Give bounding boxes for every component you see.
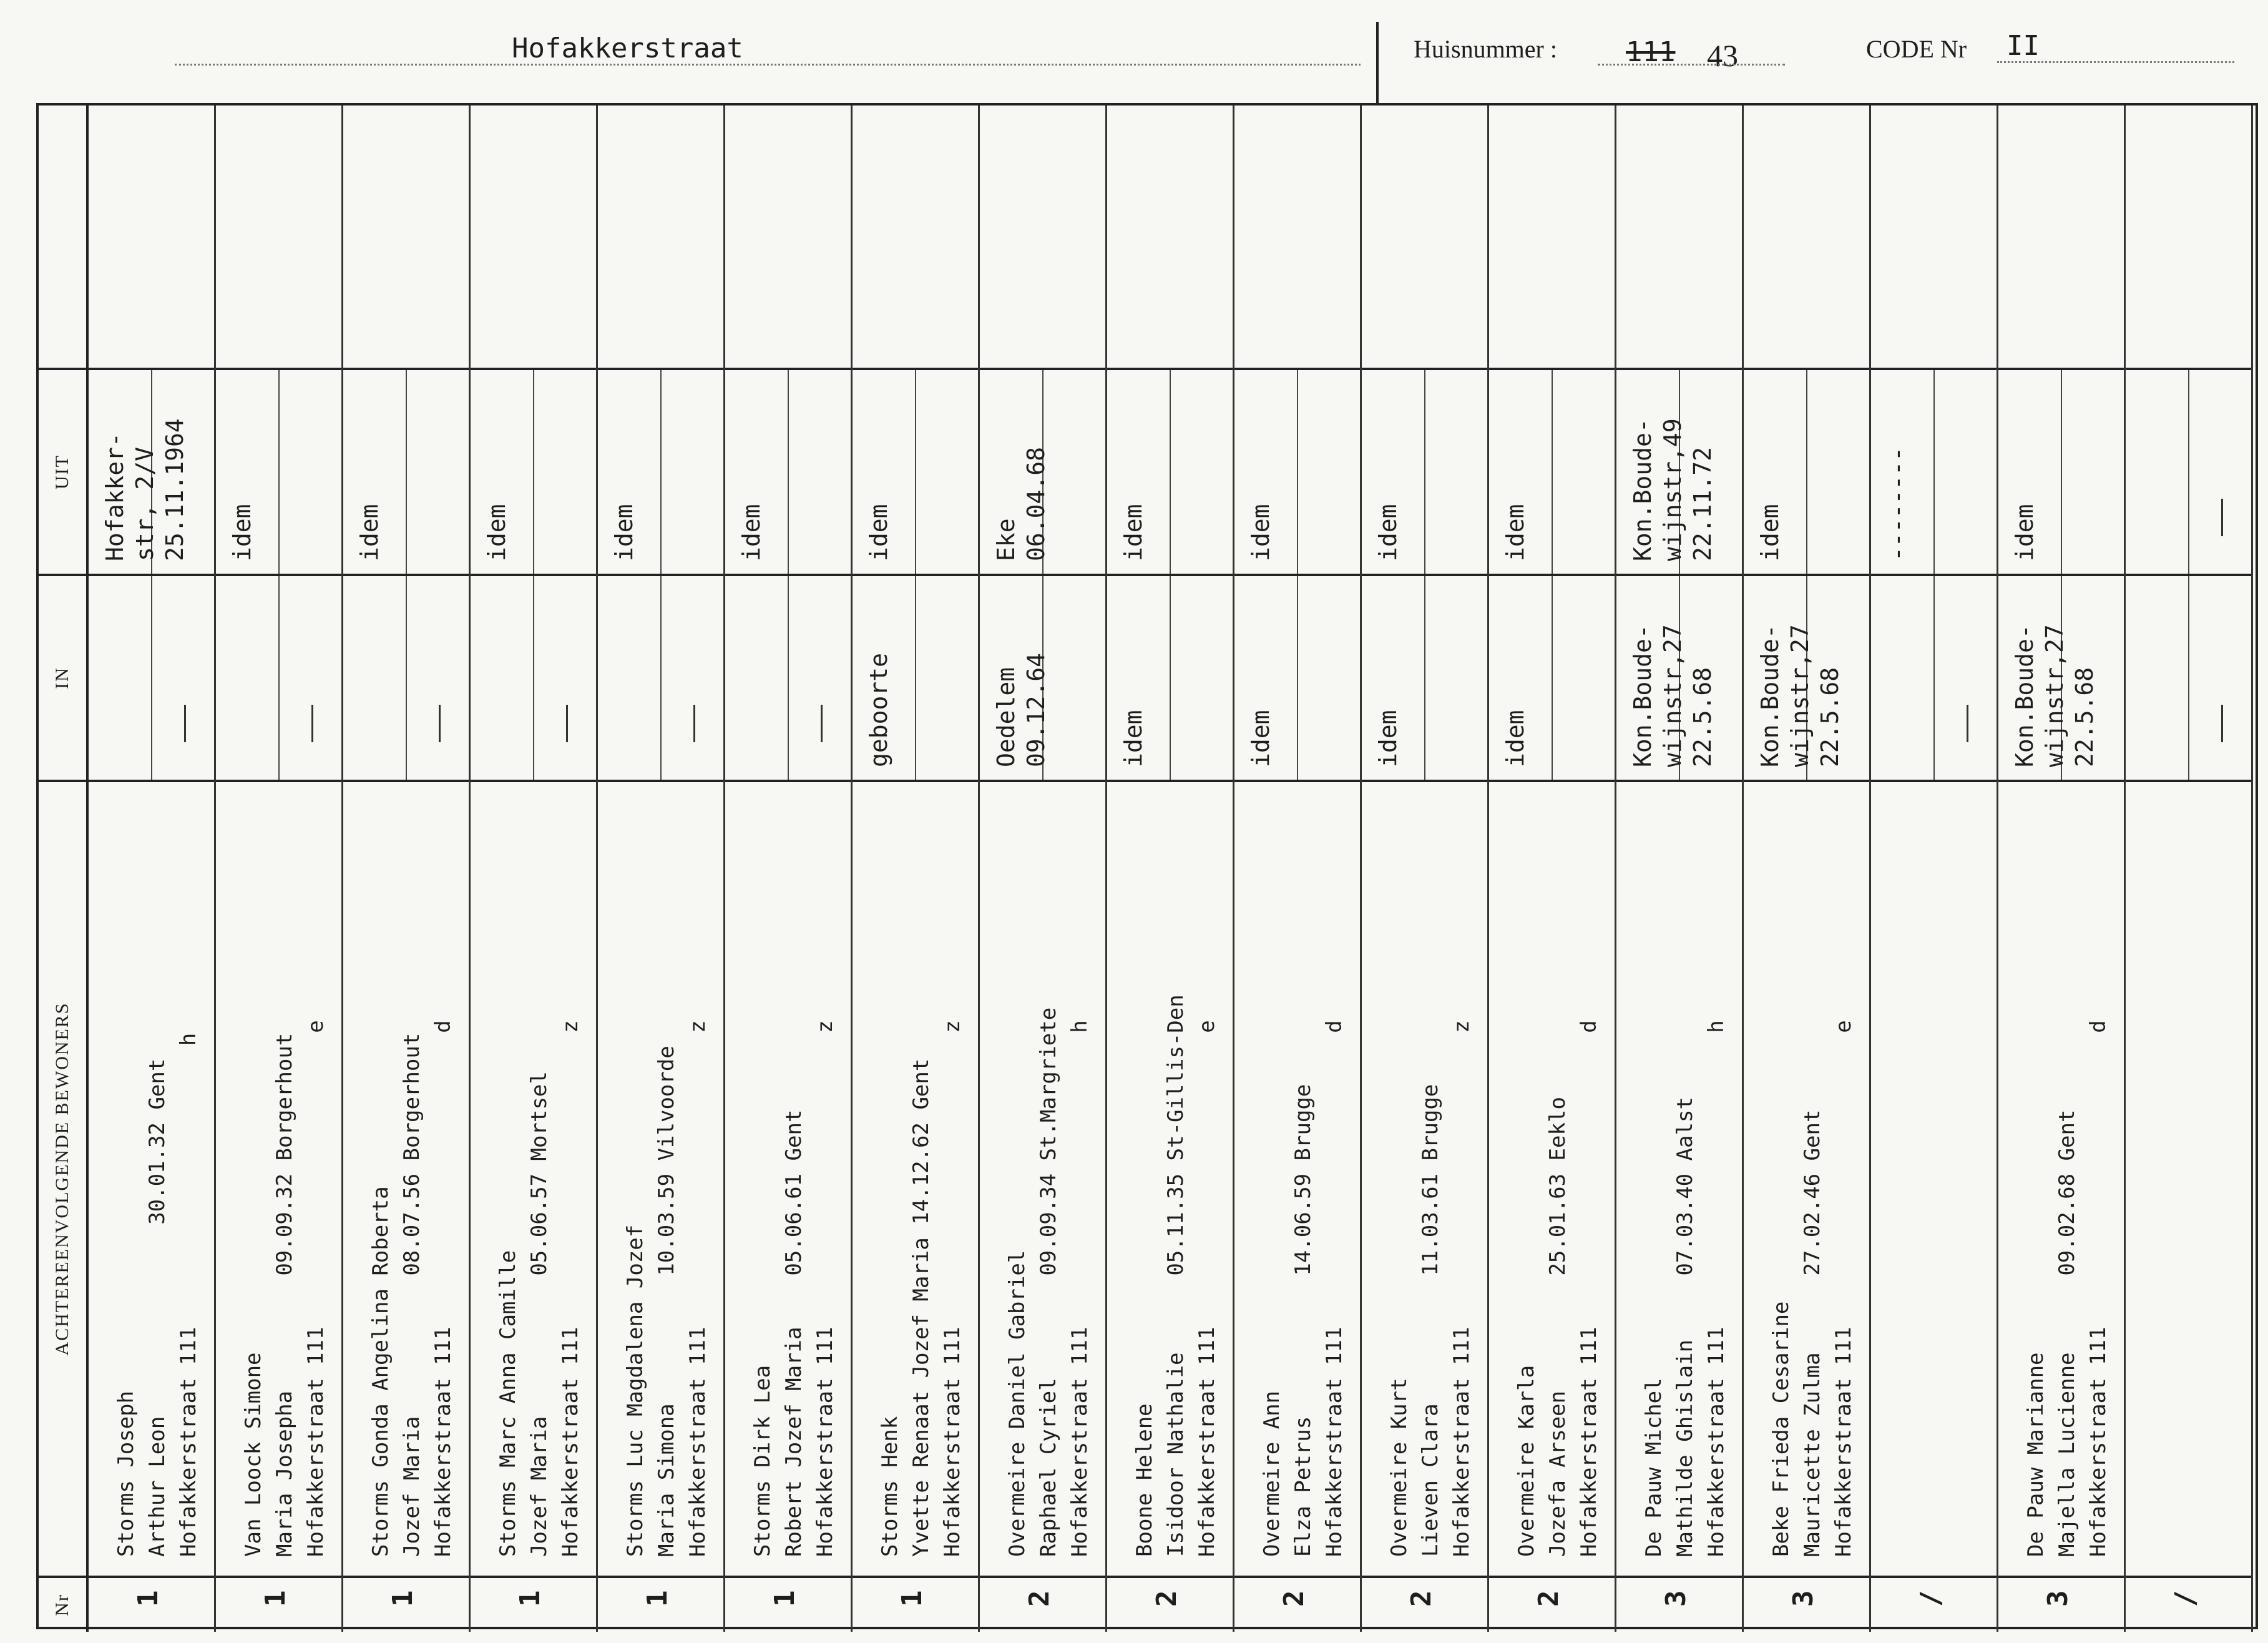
uit-cell-lower [1171,370,1234,574]
nr-cell [1362,1576,1487,1632]
in-cell [1362,574,1487,780]
uit-cell-lower [407,370,471,574]
uit-cell-text: idem [1374,504,1402,561]
uit-cell-text: idem [483,504,511,561]
nr-cell [216,1576,341,1632]
resident-line: Storms Luc Magdalena Jozef [623,1224,648,1557]
in-cell-lower [916,576,980,780]
blank-cell [725,105,851,368]
table-row [1616,105,1744,1632]
blank-cell [1489,105,1615,368]
in-cell-text: idem [1374,710,1402,767]
in-cell-lower [534,576,598,780]
resident-cell [471,780,596,1576]
resident-nr: 1 [514,1590,546,1607]
table-row [2126,105,2253,1632]
uit-cell-text: Eke [992,518,1020,561]
resident-line: Raphael Cyriel 09.09.34 St.Margriete [1036,1007,1061,1557]
resident-line: Hofakkerstraat 111 e [1195,1020,1220,1557]
uit-cell-lower [2062,370,2126,574]
nr-cell [1998,1576,2124,1632]
resident-cell [1871,780,1997,1576]
resident-line: Overmeire Ann [1259,1390,1284,1557]
table-row [1871,105,1998,1632]
register-sheet [36,103,2258,1629]
resident-line: Hofakkerstraat 111 d [1576,1020,1601,1557]
table-row [1998,105,2126,1632]
resident-line: Storms Marc Anna Camille [496,1250,521,1557]
blank-cell [1107,105,1233,368]
nr-cell [2126,1576,2251,1632]
nr-cell [1107,1576,1233,1632]
in-cell-upper [725,576,789,780]
in-cell-lower [789,576,853,780]
resident-line: Hofakkerstraat 111 d [431,1020,456,1557]
in-cell-text: geboorte [865,652,892,767]
in-cell-empty-dash [821,705,823,742]
resident-nr: 2 [1278,1590,1310,1607]
header-divider [1376,22,1379,103]
in-cell [725,574,851,780]
resident-line: De Pauw Marianne [2023,1352,2048,1557]
resident-nr: 1 [896,1590,928,1607]
uit-cell [725,368,851,574]
nr-cell [1616,1576,1742,1632]
in-cell-text: 09.12.64 [1022,652,1050,767]
resident-line: Hofakkerstraat 111 e [303,1020,328,1557]
uit-cell [1362,368,1487,574]
uit-cell-text: -------- [1884,446,1911,561]
uit-cell [1234,368,1360,574]
uit-cell-text: idem [610,504,638,561]
table-row [1362,105,1489,1632]
in-cell-lower [407,576,471,780]
in-cell-upper [598,576,662,780]
in-cell-lower [2189,576,2253,780]
resident-cell [725,780,851,1576]
uit-cell-lower [2189,370,2253,574]
code-dotted-line [1997,61,2234,63]
in-cell [471,574,596,780]
blank-cell [598,105,723,368]
uit-cell [980,368,1105,574]
table-row [725,105,853,1632]
resident-nr: 1 [642,1590,673,1607]
resident-line: Elza Petrus 14.06.59 Brugge [1291,1084,1316,1557]
in-cell-upper [89,576,152,780]
in-cell-upper [1871,576,1935,780]
uit-cell-text: 06.04.68 [1022,446,1050,561]
blank-cell [89,105,214,368]
resident-line: Overmeire Kurt [1387,1378,1412,1557]
blank-cell [1616,105,1742,368]
blank-cell [471,105,596,368]
table-row [1489,105,1616,1632]
in-cell-upper [471,576,534,780]
table-row [216,105,343,1632]
resident-line: Hofakkerstraat 111 h [176,1032,201,1557]
uit-cell [471,368,596,574]
in-cell-text: wijnstr,27 [2041,624,2068,767]
uit-cell [343,368,469,574]
resident-line: Yvette Renaat Jozef Maria 14.12.62 Gent [909,1058,934,1557]
resident-nr: 2 [1024,1590,1055,1607]
in-cell-upper [2126,576,2189,780]
resident-nr: 2 [1151,1590,1183,1607]
resident-line: Hofakkerstraat 111 d [2086,1020,2111,1557]
table-row [1107,105,1234,1632]
code-value: II [2006,30,2040,62]
resident-line: Hofakkerstraat 111 z [813,1020,838,1557]
resident-nr: / [1915,1590,1947,1607]
uit-cell-empty-dash [2221,499,2223,536]
uit-cell-text: Kon.Boude- [1629,418,1656,561]
in-cell-text: 22.5.68 [1816,667,1844,767]
uit-cell-text: idem [1120,504,1147,561]
in-cell-empty-dash [693,705,695,742]
resident-cell [980,780,1105,1576]
uit-cell-lower [916,370,980,574]
resident-cell [598,780,723,1576]
resident-cell [1362,780,1487,1576]
in-cell [343,574,469,780]
nr-cell [1871,1576,1997,1632]
resident-nr: 1 [260,1590,291,1607]
uit-cell-text: idem [2011,504,2038,561]
uit-cell-text: str, 2/V [131,446,159,561]
nr-cell [598,1576,723,1632]
resident-line: Jozef Maria 08.07.56 Borgerhout [399,1032,424,1557]
in-cell-lower [1553,576,1616,780]
resident-cell [343,780,469,1576]
resident-nr: 1 [769,1590,801,1607]
in-cell [1234,574,1360,780]
table-row [471,105,598,1632]
resident-cell [1107,780,1233,1576]
resident-line: Hofakkerstraat 111 z [1449,1020,1474,1557]
resident-line: Isidoor Nathalie 05.11.35 St-Gillis-Den [1163,994,1188,1557]
in-cell-text: wijnstr,27 [1659,624,1686,767]
in-cell-text: 22.5.68 [1689,667,1716,767]
in-cell-lower [1171,576,1234,780]
blank-cell [1744,105,1869,368]
resident-nr: 2 [1405,1590,1437,1607]
column-header-bewoners: ACHTEREENVOLGENDE BEWONERS [39,780,86,1576]
uit-cell [1489,368,1615,574]
resident-line: Storms Joseph [114,1390,139,1557]
resident-line: Overmeire Daniel Gabriel [1005,1250,1030,1557]
blank-cell [1998,105,2124,368]
uit-cell [1744,368,1869,574]
nr-cell [1489,1576,1615,1632]
house-number-old: 111 [1626,36,1676,68]
uit-cell-lower [1553,370,1616,574]
blank-cell [1234,105,1360,368]
blank-cell [1871,105,1997,368]
nr-cell [343,1576,469,1632]
resident-cell [1489,780,1615,1576]
in-cell-lower [1044,576,1107,780]
blank-cell [853,105,978,368]
table-row [1234,105,1362,1632]
nr-cell [853,1576,978,1632]
in-cell-lower [1425,576,1489,780]
resident-line: Van Loock Simone [241,1352,266,1557]
uit-cell-lower [789,370,853,574]
uit-cell [1871,368,1997,574]
resident-nr: 3 [2042,1590,2074,1607]
uit-cell [2126,368,2251,574]
in-cell-text: 22.5.68 [2071,667,2098,767]
resident-line: Hofakkerstraat 111 e [1831,1020,1856,1557]
house-number-new: 43 [1707,38,1738,73]
in-cell-lower [1935,576,1998,780]
nr-cell [725,1576,851,1632]
uit-cell [853,368,978,574]
nr-cell [1234,1576,1360,1632]
resident-line: Beke Frieda Cesarine [1769,1301,1794,1557]
column-header-row [39,105,89,1632]
uit-cell-text: idem [865,504,892,561]
resident-line: Hofakkerstraat 111 h [1067,1020,1092,1557]
house-number-label: Huisnummer : [1414,35,1557,63]
in-cell-text: idem [1502,710,1529,767]
uit-cell-text: idem [1247,504,1274,561]
resident-nr: 3 [1660,1590,1692,1607]
uit-cell-text: Hofakker- [101,433,129,561]
blank-cell [1362,105,1487,368]
uit-cell-text: idem [738,504,765,561]
resident-line: Robert Jozef Maria 05.06.61 Gent [781,1109,806,1557]
resident-line: Maria Josepha 09.09.32 Borgerhout [272,1032,297,1557]
resident-line: Storms Dirk Lea [750,1365,775,1557]
in-cell-text: idem [1120,710,1147,767]
in-cell-text: wijnstr,27 [1786,624,1814,767]
uit-cell-lower [280,370,343,574]
blank-cell [343,105,469,368]
table-row [853,105,980,1632]
resident-cell [1998,780,2124,1576]
in-cell [1744,574,1869,780]
in-cell-empty-dash [2221,705,2223,742]
in-cell [2126,574,2251,780]
house-number-dotted-line [1598,64,1785,66]
column-header-nr: Nr [39,1576,86,1632]
resident-line: Hofakkerstraat 111 h [1704,1020,1729,1557]
street-dotted-line [175,64,1361,66]
uit-cell-lower [1807,370,1871,574]
in-cell-text: Kon.Boude- [2011,624,2038,767]
uit-cell [1998,368,2124,574]
resident-line: Hofakkerstraat 111 z [685,1020,710,1557]
resident-line: Overmeire Karla [1514,1365,1539,1557]
resident-line: Jozefa Arseen 25.01.63 Eeklo [1545,1097,1570,1557]
in-cell-lower [1298,576,1362,780]
in-cell [216,574,341,780]
uit-cell-lower [1298,370,1362,574]
uit-cell-lower [1044,370,1107,574]
resident-nr: 3 [1787,1590,1819,1607]
in-cell-upper [343,576,407,780]
uit-cell [89,368,214,574]
resident-nr: / [2169,1590,2201,1607]
resident-cell [853,780,978,1576]
uit-cell-text: idem [1756,504,1784,561]
in-cell-empty-dash [566,705,568,742]
resident-line: Hofakkerstraat 111 d [1322,1020,1347,1557]
uit-cell-text: 22.11.72 [1689,446,1716,561]
in-cell [89,574,214,780]
column-header-in: IN [39,574,86,780]
blank-cell [216,105,341,368]
resident-cell [2126,780,2251,1576]
in-cell [1998,574,2124,780]
code-label: CODE Nr [1866,35,1967,63]
in-cell-empty-dash [311,705,313,742]
in-cell-text: Kon.Boude- [1756,624,1784,767]
nr-cell [471,1576,596,1632]
resident-nr: 1 [132,1590,164,1607]
uit-cell-text: 25.11.1964 [161,418,188,561]
in-cell-empty-dash [184,705,186,742]
uit-cell-text: wijnstr,49 [1659,418,1686,561]
resident-line: Hofakkerstraat 111 z [558,1020,583,1557]
resident-line: Jozef Maria 05.06.57 Mortsel [527,1071,552,1557]
uit-cell-lower [662,370,725,574]
resident-cell [1744,780,1869,1576]
in-cell-lower [152,576,216,780]
resident-cell [1616,780,1742,1576]
uit-cell-lower [534,370,598,574]
in-cell-lower [280,576,343,780]
resident-cell [216,780,341,1576]
in-cell [853,574,978,780]
in-cell [598,574,723,780]
column-header-uit: UIT [39,368,86,574]
table-row [598,105,725,1632]
uit-cell [1107,368,1233,574]
resident-nr: 2 [1533,1590,1565,1607]
blank-cell [2126,105,2251,368]
uit-cell-text: idem [228,504,256,561]
resident-line: Arthur Leon 30.01.32 Gent [145,1058,170,1557]
page-header [0,0,2268,103]
resident-line: De Pauw Michel [1641,1378,1666,1557]
resident-line: Maria Simona 10.03.59 Vilvoorde [654,1046,679,1557]
uit-cell [598,368,723,574]
resident-line: Hofakkerstraat 111 z [940,1020,965,1557]
resident-line: Mauricette Zulma 27.02.46 Gent [1800,1109,1825,1557]
resident-cell [89,780,214,1576]
nr-cell [1744,1576,1869,1632]
resident-line: Boone Helene [1132,1403,1157,1557]
uit-cell-text: idem [1502,504,1529,561]
in-cell-text: Kon.Boude- [1629,624,1656,767]
in-cell-upper [216,576,280,780]
table-row [89,105,216,1632]
in-cell-text: Oedelem [992,667,1020,767]
uit-cell-text: idem [356,504,383,561]
resident-nr: 1 [387,1590,419,1607]
resident-line: Mathilde Ghislain 07.03.40 Aalst [1673,1097,1698,1557]
nr-cell [980,1576,1105,1632]
in-cell [1616,574,1742,780]
in-cell-lower [662,576,725,780]
table-row [980,105,1107,1632]
nr-cell [89,1576,214,1632]
in-cell [980,574,1105,780]
uit-cell [216,368,341,574]
uit-cell [1616,368,1742,574]
table-row [343,105,471,1632]
uit-cell-lower [1425,370,1489,574]
in-cell-empty-dash [1967,705,1968,742]
register-table [39,105,2256,1632]
in-cell [1107,574,1233,780]
blank-cell [980,105,1105,368]
resident-line: Storms Henk [877,1416,902,1557]
resident-line: Majella Lucienne 09.02.68 Gent [2055,1109,2080,1557]
in-cell [1489,574,1615,780]
uit-cell-lower [1935,370,1998,574]
resident-line: Storms Gonda Angelina Roberta [368,1186,393,1557]
uit-cell-upper [2126,370,2189,574]
in-cell [1871,574,1997,780]
in-cell-empty-dash [439,705,441,742]
resident-line: Lieven Clara 11.03.61 Brugge [1418,1084,1443,1557]
in-cell-text: idem [1247,710,1274,767]
table-row [1744,105,1871,1632]
resident-cell [1234,780,1360,1576]
street-name: Hofakkerstraat [512,32,743,64]
